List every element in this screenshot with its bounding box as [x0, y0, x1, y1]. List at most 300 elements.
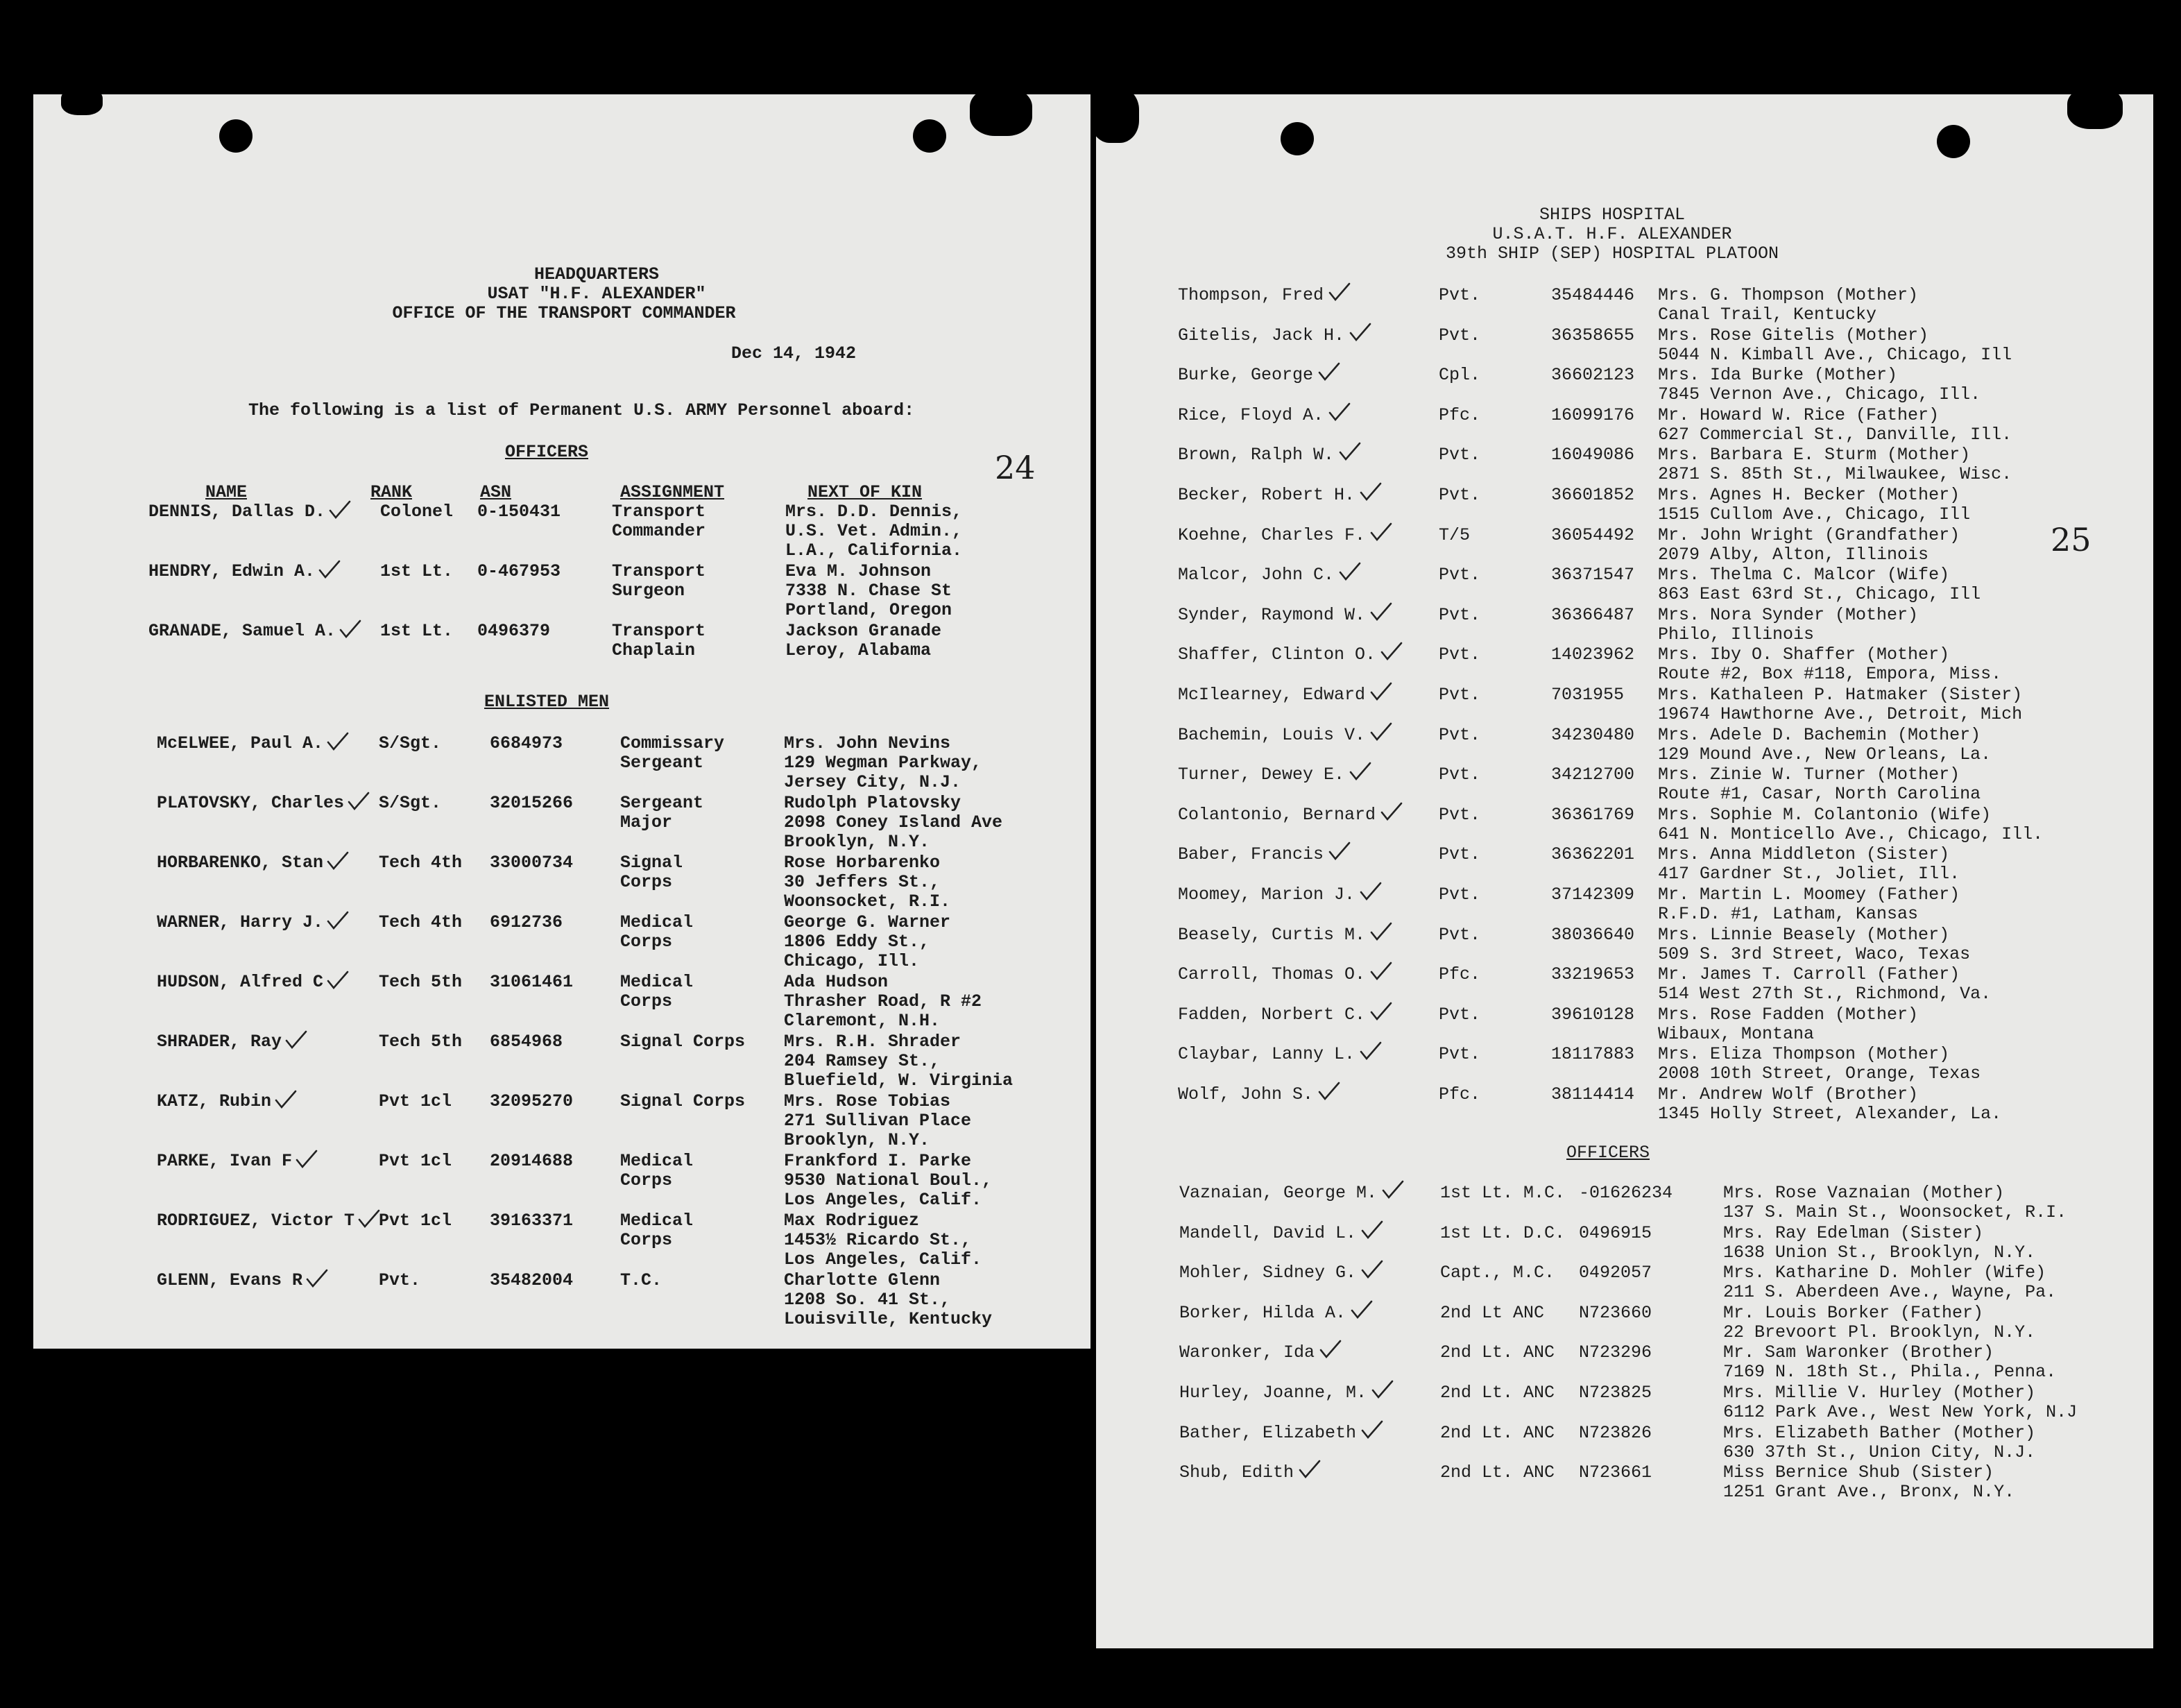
enlisted-asn: 36366487 — [1551, 604, 1635, 625]
officer-next-of-kin: 7169 N. 18th St., Phila., Penna. — [1723, 1362, 2057, 1383]
enlisted-asn: 39163371 — [490, 1211, 574, 1231]
checkmark-icon — [1349, 761, 1372, 782]
enlisted-rank: Pvt. — [1439, 325, 1481, 345]
enlisted-rank: Pvt. — [1439, 565, 1481, 586]
officer-asn: 0-150431 — [477, 502, 561, 522]
enlisted-rank: Pvt. — [379, 1270, 421, 1290]
enlisted-next-of-kin: Brooklyn, N.Y. — [784, 832, 930, 852]
checkmark-icon — [274, 1089, 298, 1110]
officer-asn: -01626234 — [1579, 1183, 1673, 1203]
enlisted-next-of-kin: 129 Wegman Parkway, — [784, 753, 982, 773]
enlisted-asn: 16049086 — [1551, 445, 1635, 466]
officer-next-of-kin: 1251 Grant Ave., Bronx, N.Y. — [1723, 1482, 2015, 1503]
enlisted-next-of-kin: Mr. Andrew Wolf (Brother) — [1658, 1084, 1919, 1104]
enlisted-next-of-kin: 509 S. 3rd Street, Waco, Texas — [1658, 943, 1971, 964]
enlisted-rank: Pfc. — [1439, 1084, 1481, 1104]
officer-next-of-kin: 22 Brevoort Pl. Brooklyn, N.Y. — [1723, 1322, 2036, 1342]
enlisted-next-of-kin: Mrs. Kathaleen P. Hatmaker (Sister) — [1658, 685, 2023, 705]
enlisted-asn: 36601852 — [1551, 485, 1635, 505]
enlisted-rank: Pvt. — [1439, 1004, 1481, 1025]
officer-rank: 1st Lt. — [380, 621, 454, 641]
enlisted-rank: T/5 — [1439, 524, 1471, 545]
officer-assignment: Commander — [612, 521, 706, 541]
enlisted-name: Shaffer, Clinton O. — [1178, 644, 1376, 665]
officer-rank: 1st Lt. — [380, 561, 454, 581]
enlisted-next-of-kin: 271 Sullivan Place — [784, 1111, 972, 1131]
enlisted-asn: 33000734 — [490, 853, 574, 873]
enlisted-asn: 20914688 — [490, 1151, 574, 1171]
officer-asn: 0-467953 — [477, 561, 561, 581]
enlisted-asn: 14023962 — [1551, 644, 1635, 665]
officer-next-of-kin: 137 S. Main St., Woonsocket, R.I. — [1723, 1202, 2067, 1222]
enlisted-next-of-kin: Mr. James T. Carroll (Father) — [1658, 964, 1960, 985]
enlisted-name: HORBARENKO, Stan — [157, 853, 324, 873]
checkmark-icon — [1319, 1339, 1342, 1360]
header-line-1: HEADQUARTERS — [533, 264, 660, 284]
enlisted-name: Wolf, John S. — [1178, 1084, 1314, 1104]
right-document-page — [1096, 94, 2153, 1648]
officer-assignment: Transport — [612, 621, 706, 641]
enlisted-next-of-kin: Mrs. Nora Synder (Mother) — [1658, 604, 1919, 625]
column-assignment: ASSIGNMENT — [620, 482, 725, 502]
officer-next-of-kin: 211 S. Aberdeen Ave., Wayne, Pa. — [1723, 1282, 2057, 1303]
enlisted-rank: Pvt. — [1439, 644, 1481, 665]
officer-next-of-kin: Mrs. D.D. Dennis, — [785, 502, 963, 522]
checkmark-icon — [326, 910, 350, 931]
checkmark-icon — [1369, 681, 1393, 702]
enlisted-next-of-kin: 1806 Eddy St., — [784, 932, 930, 952]
enlisted-asn: 38036640 — [1551, 924, 1635, 945]
officer-rank: 1st Lt. M.C. — [1440, 1183, 1566, 1203]
enlisted-assignment: Medical — [620, 1151, 694, 1171]
enlisted-next-of-kin: Mrs. Linnie Beasely (Mother) — [1658, 924, 1950, 945]
hospital-header-line-2: U.S.A.T. H.F. ALEXANDER — [1492, 224, 1732, 244]
enlisted-next-of-kin: 641 N. Monticello Ave., Chicago, Ill. — [1658, 823, 2044, 844]
officers-heading: OFFICERS — [1566, 1143, 1650, 1163]
enlisted-next-of-kin: 19674 Hawthorne Ave., Detroit, Mich — [1658, 704, 2023, 724]
officer-next-of-kin: Mr. Louis Borker (Father) — [1723, 1302, 1984, 1323]
checkmark-icon — [1371, 1379, 1394, 1400]
officer-next-of-kin: Mr. Sam Waronker (Brother) — [1723, 1342, 1994, 1363]
officer-next-of-kin: Mrs. Katharine D. Mohler (Wife) — [1723, 1263, 2046, 1283]
enlisted-next-of-kin: 514 West 27th St., Richmond, Va. — [1658, 984, 1992, 1005]
enlisted-next-of-kin: 2871 S. 85th St., Milwaukee, Wisc. — [1658, 464, 2012, 485]
officer-rank: 2nd Lt ANC — [1440, 1302, 1545, 1323]
enlisted-rank: Pvt. — [1439, 724, 1481, 745]
enlisted-next-of-kin: 204 Ramsey St., — [784, 1051, 941, 1071]
checkmark-icon — [1369, 721, 1393, 742]
enlisted-name: Beasely, Curtis M. — [1178, 924, 1366, 945]
officer-name: Hurley, Joanne, M. — [1179, 1383, 1367, 1403]
enlisted-asn: 36054492 — [1551, 524, 1635, 545]
enlisted-asn: 35484446 — [1551, 285, 1635, 305]
column-next-of-kin: NEXT OF KIN — [807, 482, 923, 502]
enlisted-name: Carroll, Thomas O. — [1178, 964, 1366, 985]
officer-next-of-kin: 1638 Union St., Brooklyn, N.Y. — [1723, 1242, 2036, 1263]
enlisted-next-of-kin: Mrs. Adele D. Bachemin (Mother) — [1658, 724, 1981, 745]
enlisted-next-of-kin: Charlotte Glenn — [784, 1270, 941, 1290]
enlisted-next-of-kin: 863 East 63rd St., Chicago, Ill — [1658, 584, 1981, 605]
enlisted-rank: S/Sgt. — [379, 733, 442, 753]
enlisted-next-of-kin: 417 Gardner St., Joliet, Ill. — [1658, 864, 1960, 885]
enlisted-asn: 35482004 — [490, 1270, 574, 1290]
checkmark-icon — [1360, 1419, 1384, 1440]
enlisted-next-of-kin: Mrs. Sophie M. Colantonio (Wife) — [1658, 804, 1992, 825]
enlisted-name: HUDSON, Alfred C — [157, 972, 324, 992]
enlisted-next-of-kin: Mrs. R.H. Shrader — [784, 1032, 961, 1052]
enlisted-next-of-kin: Wibaux, Montana — [1658, 1023, 1815, 1044]
enlisted-name: Colantonio, Bernard — [1178, 804, 1376, 825]
checkmark-icon — [326, 731, 350, 752]
enlisted-assignment: Sergeant — [620, 793, 704, 813]
enlisted-rank: Pfc. — [1439, 964, 1481, 985]
officer-asn: N723826 — [1579, 1422, 1652, 1443]
enlisted-name: Bachemin, Louis V. — [1178, 724, 1366, 745]
checkmark-icon — [1317, 1081, 1341, 1102]
checkmark-icon — [1359, 1041, 1383, 1061]
enlisted-next-of-kin: Claremont, N.H. — [784, 1011, 941, 1031]
punch-hole — [913, 119, 946, 153]
enlisted-next-of-kin: 2008 10th Street, Orange, Texas — [1658, 1064, 1981, 1084]
enlisted-name: Claybar, Lanny L. — [1178, 1044, 1355, 1065]
checkmark-icon — [1359, 881, 1383, 902]
enlisted-next-of-kin: Mrs. Ida Burke (Mother) — [1658, 365, 1898, 386]
checkmark-icon — [326, 851, 350, 871]
enlisted-assignment: Signal Corps — [620, 1091, 746, 1111]
officer-name: GRANADE, Samuel A. — [148, 621, 336, 641]
enlisted-name: Fadden, Norbert C. — [1178, 1004, 1366, 1025]
enlisted-name: Becker, Robert H. — [1178, 485, 1355, 505]
enlisted-next-of-kin: Los Angeles, Calif. — [784, 1249, 982, 1270]
enlisted-name: Turner, Dewey E. — [1178, 765, 1345, 785]
checkmark-icon — [1338, 441, 1362, 462]
enlisted-asn: 32015266 — [490, 793, 574, 813]
enlisted-rank: Pvt 1cl — [379, 1211, 452, 1231]
checkmark-icon — [305, 1268, 329, 1289]
enlisted-next-of-kin: Frankford I. Parke — [784, 1151, 972, 1171]
punch-hole — [1281, 122, 1314, 155]
checkmark-icon — [357, 1209, 381, 1229]
enlisted-asn: 36371547 — [1551, 565, 1635, 586]
checkmark-icon — [1369, 961, 1393, 982]
officer-next-of-kin: Mrs. Elizabeth Bather (Mother) — [1723, 1422, 2036, 1443]
intro-text: The following is a list of Permanent U.S. ARMY Personnel aboard: — [248, 400, 915, 420]
torn-edge — [1090, 87, 1139, 143]
enlisted-asn: 37142309 — [1551, 885, 1635, 905]
officer-next-of-kin: 6112 Park Ave., West New York, N.J — [1723, 1402, 2078, 1422]
officer-next-of-kin: Mrs. Millie V. Hurley (Mother) — [1723, 1383, 2036, 1403]
checkmark-icon — [347, 791, 370, 812]
checkmark-icon — [284, 1030, 308, 1050]
officer-name: Mohler, Sidney G. — [1179, 1263, 1357, 1283]
enlisted-next-of-kin: Mrs. Rose Gitelis (Mother) — [1658, 325, 1929, 345]
enlisted-name: McIlearney, Edward — [1178, 685, 1366, 705]
enlisted-assignment: Corps — [620, 872, 673, 892]
officer-rank: 2nd Lt. ANC — [1440, 1342, 1555, 1363]
enlisted-rank: Pvt. — [1439, 445, 1481, 466]
enlisted-next-of-kin: 1453½ Ricardo St., — [784, 1230, 972, 1250]
enlisted-assignment: Major — [620, 812, 673, 832]
enlisted-next-of-kin: 129 Mound Ave., New Orleans, La. — [1658, 744, 1992, 765]
enlisted-asn: 34212700 — [1551, 765, 1635, 785]
enlisted-rank: Pvt. — [1439, 485, 1481, 505]
officer-next-of-kin: 630 37th St., Union City, N.J. — [1723, 1442, 2036, 1462]
enlisted-next-of-kin: Chicago, Ill. — [784, 951, 920, 971]
enlisted-next-of-kin: Jersey City, N.J. — [784, 772, 961, 792]
enlisted-rank: Cpl. — [1439, 365, 1481, 386]
enlisted-next-of-kin: Rudolph Platovsky — [784, 793, 961, 813]
enlisted-name: PLATOVSKY, Charles — [157, 793, 345, 813]
officer-next-of-kin: Portland, Oregon — [785, 600, 952, 620]
enlisted-heading: ENLISTED MEN — [484, 692, 610, 712]
enlisted-next-of-kin: Mrs. Rose Tobias — [784, 1091, 951, 1111]
enlisted-next-of-kin: Ada Hudson — [784, 972, 889, 992]
enlisted-name: Synder, Raymond W. — [1178, 604, 1366, 625]
enlisted-rank: Pvt. — [1439, 604, 1481, 625]
checkmark-icon — [1369, 522, 1393, 543]
enlisted-name: KATZ, Rubin — [157, 1091, 272, 1111]
checkmark-icon — [1328, 841, 1351, 862]
officer-assignment: Surgeon — [612, 581, 685, 601]
enlisted-assignment: Sergeant — [620, 753, 704, 773]
enlisted-asn: 36361769 — [1551, 804, 1635, 825]
officer-next-of-kin: U.S. Vet. Admin., — [785, 521, 963, 541]
enlisted-next-of-kin: Philo, Illinois — [1658, 624, 1815, 644]
officer-assignment: Transport — [612, 561, 706, 581]
enlisted-name: Burke, George — [1178, 365, 1314, 386]
enlisted-next-of-kin: George G. Warner — [784, 912, 951, 932]
officer-rank: 1st Lt. D.C. — [1440, 1222, 1566, 1243]
torn-edge — [970, 87, 1032, 136]
enlisted-name: Thompson, Fred — [1178, 285, 1324, 305]
officer-next-of-kin: Miss Bernice Shub (Sister) — [1723, 1462, 1994, 1483]
officer-asn: N723660 — [1579, 1302, 1652, 1323]
page-number: 25 — [2051, 521, 2092, 558]
checkmark-icon — [1369, 601, 1393, 622]
enlisted-next-of-kin: 30 Jeffers St., — [784, 872, 941, 892]
officer-asn: 0492057 — [1579, 1263, 1652, 1283]
hospital-header-line-1: SHIPS HOSPITAL — [1539, 205, 1686, 225]
enlisted-name: SHRADER, Ray — [157, 1032, 282, 1052]
checkmark-icon — [318, 559, 341, 580]
officer-next-of-kin: Leroy, Alabama — [785, 640, 932, 660]
officer-next-of-kin: Mrs. Ray Edelman (Sister) — [1723, 1222, 1984, 1243]
enlisted-next-of-kin: Mr. Martin L. Moomey (Father) — [1658, 885, 1960, 905]
enlisted-next-of-kin: Mrs. Iby O. Shaffer (Mother) — [1658, 644, 1950, 665]
enlisted-name: WARNER, Harry J. — [157, 912, 324, 932]
enlisted-asn: 6854968 — [490, 1032, 563, 1052]
checkmark-icon — [1328, 402, 1351, 422]
checkmark-icon — [1380, 641, 1403, 662]
column-name: NAME — [205, 482, 248, 502]
officer-rank: 2nd Lt. ANC — [1440, 1383, 1555, 1403]
enlisted-assignment: Signal Corps — [620, 1032, 746, 1052]
officer-rank: Colonel — [380, 502, 454, 522]
checkmark-icon — [1381, 1179, 1405, 1200]
officer-name: Vaznaian, George M. — [1179, 1183, 1378, 1203]
enlisted-rank: Pvt. — [1439, 844, 1481, 865]
enlisted-next-of-kin: 627 Commercial St., Danville, Ill. — [1658, 424, 2012, 445]
punch-hole — [1937, 125, 1970, 158]
enlisted-asn: 33219653 — [1551, 964, 1635, 985]
checkmark-icon — [1328, 282, 1351, 302]
page-number: 24 — [995, 449, 1036, 486]
enlisted-assignment: Medical — [620, 1211, 694, 1231]
enlisted-asn: 6912736 — [490, 912, 563, 932]
officers-heading: OFFICERS — [504, 442, 589, 462]
enlisted-next-of-kin: Route #1, Casar, North Carolina — [1658, 784, 1981, 805]
officer-name: Mandell, David L. — [1179, 1222, 1357, 1243]
enlisted-assignment: Medical — [620, 972, 694, 992]
enlisted-next-of-kin: Woonsocket, R.I. — [784, 891, 951, 912]
officer-next-of-kin: L.A., California. — [785, 540, 963, 561]
enlisted-assignment: Corps — [620, 991, 673, 1011]
officer-asn: 0496379 — [477, 621, 551, 641]
document-date: Dec 14, 1942 — [731, 343, 857, 364]
enlisted-name: RODRIGUEZ, Victor T — [157, 1211, 355, 1231]
enlisted-next-of-kin: Mrs. John Nevins — [784, 733, 951, 753]
checkmark-icon — [328, 499, 352, 520]
officer-name: Shub, Edith — [1179, 1462, 1294, 1483]
enlisted-rank: Tech 4th — [379, 912, 463, 932]
enlisted-name: Koehne, Charles F. — [1178, 524, 1366, 545]
enlisted-assignment: Signal — [620, 853, 683, 873]
enlisted-next-of-kin: Mrs. Zinie W. Turner (Mother) — [1658, 765, 1960, 785]
enlisted-next-of-kin: Max Rodriguez — [784, 1211, 920, 1231]
enlisted-next-of-kin: Louisville, Kentucky — [784, 1309, 993, 1329]
enlisted-rank: S/Sgt. — [379, 793, 442, 813]
enlisted-next-of-kin: 7845 Vernon Ave., Chicago, Ill. — [1658, 384, 1981, 405]
enlisted-assignment: Corps — [620, 932, 673, 952]
enlisted-rank: Pfc. — [1439, 404, 1481, 425]
enlisted-next-of-kin: 5044 N. Kimball Ave., Chicago, Ill — [1658, 344, 2012, 365]
checkmark-icon — [1360, 1259, 1384, 1280]
enlisted-rank: Pvt. — [1439, 285, 1481, 305]
enlisted-next-of-kin: 2098 Coney Island Ave — [784, 812, 1003, 832]
enlisted-asn: 38114414 — [1551, 1084, 1635, 1104]
enlisted-rank: Pvt. — [1439, 804, 1481, 825]
enlisted-next-of-kin: Thrasher Road, R #2 — [784, 991, 982, 1011]
punch-hole — [219, 119, 253, 153]
hospital-header-line-3: 39th SHIP (SEP) HOSPITAL PLATOON — [1445, 244, 1779, 264]
enlisted-next-of-kin: 2079 Alby, Alton, Illinois — [1658, 544, 1929, 565]
enlisted-asn: 32095270 — [490, 1091, 574, 1111]
officer-name: HENDRY, Edwin A. — [148, 561, 316, 581]
checkmark-icon — [1298, 1459, 1322, 1480]
checkmark-icon — [326, 970, 350, 991]
enlisted-asn: 7031955 — [1551, 685, 1625, 705]
enlisted-rank: Tech 5th — [379, 1032, 463, 1052]
checkmark-icon — [1380, 801, 1403, 822]
officer-rank: 2nd Lt. ANC — [1440, 1462, 1555, 1483]
enlisted-rank: Pvt. — [1439, 885, 1481, 905]
enlisted-asn: 16099176 — [1551, 404, 1635, 425]
enlisted-assignment: Medical — [620, 912, 694, 932]
header-line-2: USAT "H.F. ALEXANDER" — [487, 284, 706, 304]
enlisted-rank: Tech 5th — [379, 972, 463, 992]
enlisted-asn: 36362201 — [1551, 844, 1635, 865]
enlisted-next-of-kin: Canal Trail, Kentucky — [1658, 305, 1877, 325]
header-line-3: OFFICE OF THE TRANSPORT COMMANDER — [392, 303, 736, 323]
enlisted-next-of-kin: Mrs. Eliza Thompson (Mother) — [1658, 1044, 1950, 1065]
checkmark-icon — [1350, 1299, 1374, 1320]
enlisted-name: Moomey, Marion J. — [1178, 885, 1355, 905]
officer-name: Borker, Hilda A. — [1179, 1302, 1346, 1323]
officer-asn: N723661 — [1579, 1462, 1652, 1483]
enlisted-next-of-kin: Rose Horbarenko — [784, 853, 941, 873]
checkmark-icon — [1369, 921, 1393, 942]
enlisted-next-of-kin: Mrs. Anna Middleton (Sister) — [1658, 844, 1950, 865]
enlisted-rank: Pvt. — [1439, 924, 1481, 945]
enlisted-next-of-kin: Mrs. Thelma C. Malcor (Wife) — [1658, 565, 1950, 586]
enlisted-name: GLENN, Evans R — [157, 1270, 303, 1290]
enlisted-next-of-kin: Route #2, Box #118, Empora, Miss. — [1658, 664, 2002, 685]
checkmark-icon — [339, 619, 362, 640]
enlisted-name: Malcor, John C. — [1178, 565, 1335, 586]
enlisted-assignment: T.C. — [620, 1270, 662, 1290]
officer-name: Bather, Elizabeth — [1179, 1422, 1357, 1443]
enlisted-asn: 36358655 — [1551, 325, 1635, 345]
enlisted-next-of-kin: Mrs. G. Thompson (Mother) — [1658, 285, 1919, 305]
enlisted-rank: Tech 4th — [379, 853, 463, 873]
enlisted-asn: 36602123 — [1551, 365, 1635, 386]
enlisted-name: PARKE, Ivan F — [157, 1151, 293, 1171]
enlisted-next-of-kin: Mrs. Barbara E. Sturm (Mother) — [1658, 445, 1971, 466]
enlisted-next-of-kin: Mr. Howard W. Rice (Father) — [1658, 404, 1940, 425]
enlisted-assignment: Commissary — [620, 733, 725, 753]
enlisted-rank: Pvt 1cl — [379, 1091, 452, 1111]
torn-edge — [61, 87, 103, 115]
officer-name: Waronker, Ida — [1179, 1342, 1315, 1363]
column-rank: RANK — [370, 482, 413, 502]
enlisted-name: McELWEE, Paul A. — [157, 733, 324, 753]
officer-asn: N723296 — [1579, 1342, 1652, 1363]
officer-rank: 2nd Lt. ANC — [1440, 1422, 1555, 1443]
enlisted-next-of-kin: Los Angeles, Calif. — [784, 1190, 982, 1210]
officer-assignment: Transport — [612, 502, 706, 522]
officer-name: DENNIS, Dallas D. — [148, 502, 326, 522]
enlisted-assignment: Corps — [620, 1230, 673, 1250]
enlisted-rank: Pvt. — [1439, 685, 1481, 705]
officer-next-of-kin: Eva M. Johnson — [785, 561, 932, 581]
enlisted-asn: 31061461 — [490, 972, 574, 992]
enlisted-rank: Pvt 1cl — [379, 1151, 452, 1171]
enlisted-next-of-kin: Mrs. Rose Fadden (Mother) — [1658, 1004, 1919, 1025]
checkmark-icon — [295, 1149, 318, 1170]
enlisted-next-of-kin: Mr. John Wright (Grandfather) — [1658, 524, 1960, 545]
enlisted-name: Baber, Francis — [1178, 844, 1324, 865]
enlisted-name: Brown, Ralph W. — [1178, 445, 1335, 466]
enlisted-next-of-kin: 1515 Cullom Ave., Chicago, Ill — [1658, 504, 1971, 524]
column-asn: ASN — [480, 482, 512, 502]
officer-next-of-kin: Mrs. Rose Vaznaian (Mother) — [1723, 1183, 2005, 1203]
enlisted-rank: Pvt. — [1439, 1044, 1481, 1065]
enlisted-name: Rice, Floyd A. — [1178, 404, 1324, 425]
checkmark-icon — [1338, 561, 1362, 582]
left-document-page — [33, 94, 1090, 1349]
torn-edge — [2067, 87, 2123, 129]
officer-asn: 0496915 — [1579, 1222, 1652, 1243]
enlisted-next-of-kin: 1345 Holly Street, Alexander, La. — [1658, 1104, 2002, 1124]
enlisted-next-of-kin: Mrs. Agnes H. Becker (Mother) — [1658, 485, 1960, 505]
enlisted-asn: 18117883 — [1551, 1044, 1635, 1065]
checkmark-icon — [1359, 481, 1383, 502]
checkmark-icon — [1349, 322, 1372, 343]
enlisted-rank: Pvt. — [1439, 765, 1481, 785]
officer-assignment: Chaplain — [612, 640, 696, 660]
enlisted-asn: 6684973 — [490, 733, 563, 753]
enlisted-next-of-kin: Bluefield, W. Virginia — [784, 1070, 1013, 1091]
